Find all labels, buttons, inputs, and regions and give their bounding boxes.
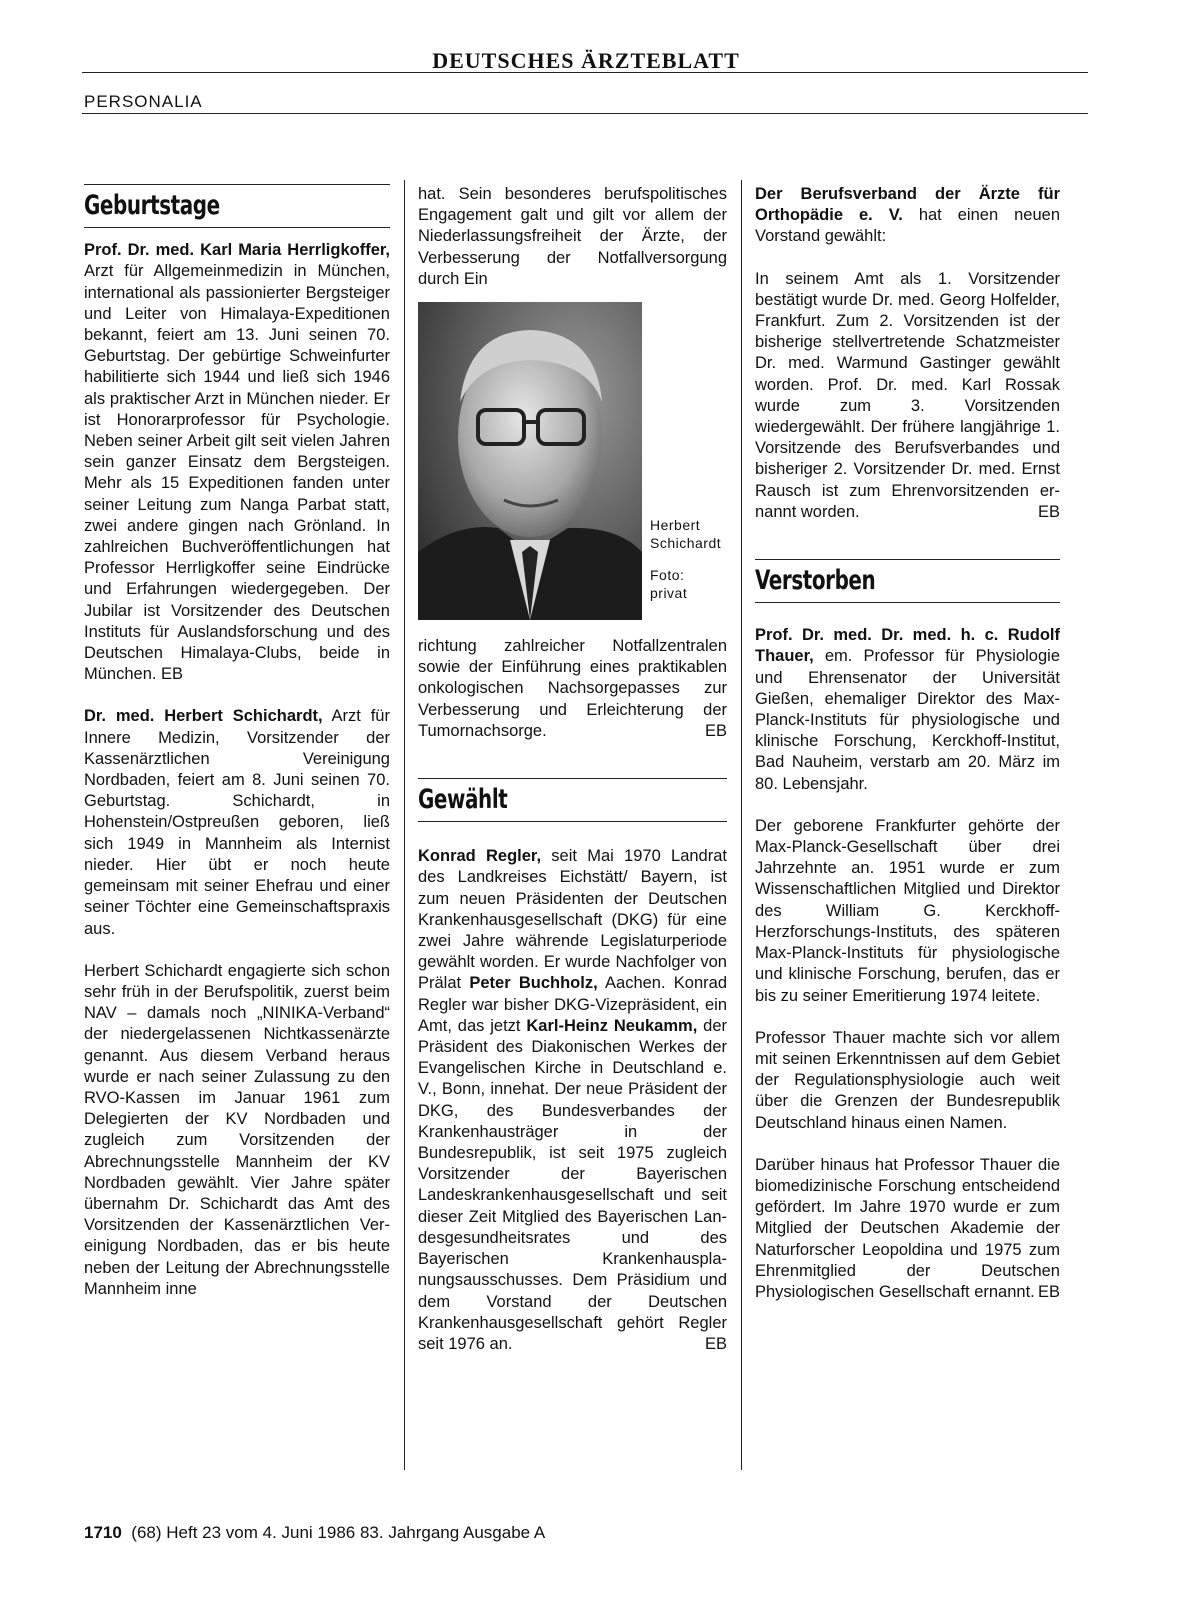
photo-block xyxy=(418,302,727,628)
heading-geburtstage xyxy=(84,184,390,228)
article-regler: Konrad Regler, seit Mai 1970 Landrat des Landkreises Eichstätt/ Bayern, ist zum neuen Präsidenten der Deutschen Krankenhausgesellschaft (DKG) für eine zwei Jahre währende Legislaturperiode gewählt worden. Er wurde Nachfolger von Prälat Peter Buchholz, Aachen. Konrad Regler war bisher DKG-Vizepräsident, ein Amt, das jetzt Karl-Heinz Neukamm, der Präsident des Diakonischen Werkes der Evangelischen Kirche in Deutschland e. V., Bonn, innehat. Der neue Präsident der DKG, des Bundesverbandes der Krankenhausträger in der Bundesrepublik, ist seit 1975 zugleich Vorsitzender der Bayerischen Landeskrankenhausgesellschaft und seit dieser Zeit Mitglied des Bayerischen Landesgesundheitsrates und des Bayerischen Krankenhausplanungsausschusses. Dem Präsidium und dem Vorstand der Deutschen Krankenhausgesellschaft gehört Regler seit 1976 an. EB xyxy=(418,846,727,1355)
organization-name: Der Berufsverband der Ärzte für Orthopädie e. V. xyxy=(755,185,1060,225)
signature: EB xyxy=(704,721,727,740)
article-herrligkoffer xyxy=(84,240,390,685)
section-rule xyxy=(82,113,1088,114)
section-heading: Verstorben xyxy=(755,565,876,597)
person-name: Peter Buchholz, xyxy=(469,974,598,993)
paragraph-schichardt-end: richtung zahlreicher Notfallzentralen sowie der Einführung eines praktikablen onkologischen Nachsorgepasses zur Verbesserung und Erleichterung der Tumornachsorge. EB xyxy=(418,636,727,742)
column-3 xyxy=(755,184,1060,1303)
paragraph-text: Arzt für Innere Medizin, Vorsitzender der Kassenärztlichen Vereinigung Nordbaden, feiert am 8. Juni seinen 70. Geburtstag. Schichardt, in Hohenstein/Ostpreußen geboren, ließ sich 1949 in Mannheim als Internist nieder. Hier übt er noch heute gemeinsam mit seiner Ehefrau und einer seiner Töchter eine Gemeinschaftspraxis aus. xyxy=(84,707,390,938)
paragraph-vorstand: In seinem Amt als 1. Vorsitzender bestätigt wurde Dr. med. Georg Holfelder, Frankfurt. Zum 2. Vorsitzenden ist der bisherige stellvertretende Schatzmeister Dr. med. Warmund Gastinger gewählt worden. Prof. Dr. med. Karl Rossak wurde zum 3. Vorsitzenden wiedergewählt. Der frühere langjährige 1. Vorsitzende des Berufsverbandes und bisheriger 2. Vorsitzender Dr. med. Ernst Rausch ist zum Ehrenvorsitzenden ernannt worden. EB xyxy=(755,269,1060,523)
page-number: 1710 xyxy=(84,1523,122,1542)
heading-gewaehlt xyxy=(418,778,727,822)
page-footer xyxy=(84,1523,545,1543)
masthead-rule xyxy=(82,72,1088,73)
person-name: Prof. Dr. med. Karl Maria Herrligkoffer, xyxy=(84,241,390,260)
section-heading: Gewählt xyxy=(418,784,508,816)
article-thauer: Prof. Dr. med. Dr. med. h. c. Rudolf Thauer, em. Professor für Physiologie und Ehrensenator der Universität Gießen, ehemaliger Direktor des Max-Planck-Instituts für physiologische und klinische Forschung, Kerckhoff-Institut, Bad Nauheim, verstarb am 20. März im 80. Lebensjahr. xyxy=(755,626,1060,793)
article-schichardt xyxy=(84,706,390,939)
paragraph-schichardt-career: Herbert Schichardt engagierte sich schon sehr früh in der Berufspolitik, zuerst beim NAV – damals noch „NINIKA-Verband“ der niedergelassenen Nichtkassenärzte genannt. Aus diesem Verband heraus wurde er nach seiner Zulassung zu den RVO-Kassen im Januar 1961 zum Delegierten der KV Nordbaden und zugleich zum Vorsitzenden der Abrechnungsstelle Mannheim der KV Nordbaden gewählt. Vier Jahre später übernahm Dr. Schichardt das Amt des Vorsitzenden der Kassenärztlichen Vereinigung Nordbaden, das er bis heute neben der Leitung der Abrechnungsstelle Mannheim inne xyxy=(84,961,390,1298)
paragraph-continued: hat. Sein besonderes berufspolitisches Engagement galt und gilt vor allem der Niederlassungsfreiheit der Ärzte, der Verbesserung der Notfallversorgung durch Ein xyxy=(418,185,727,288)
column-divider-1 xyxy=(404,180,405,1470)
person-name: Konrad Regler, xyxy=(418,847,542,866)
paragraph-thauer-career: Der geborene Frankfurter gehörte der Max-Planck-Gesellschaft über drei Jahrzehnte an. 1951 wurde er zum Wissenschaftlichen Mitglied und Direktor des William G. Kerckhoff-Herzforschungs-Instituts, des späteren Max-Planck-Instituts für physiologische und klinische Forschung, berufen, das er bis zu seiner Emeritierung 1974 leitete. xyxy=(755,816,1060,1005)
signature: EB xyxy=(1037,1282,1060,1301)
column-2 xyxy=(418,184,727,1355)
section-label: PERSONALIA xyxy=(84,92,203,111)
column-divider-2 xyxy=(741,180,742,1470)
paragraph-text: Arzt für Allgemeinmedizin in München, international als passionierter Bergsteiger und Leiter von Himalaya-Expeditionen bekannt, feiert am 13. Juni seinen 70. Geburtstag. Der gebürtige Schweinfurter habilitierte sich 1944 und ließ sich 1946 als praktischer Arzt in München nieder. Er ist Honorarprofessor für Psychologie. Neben seiner Arbeit gilt seit vielen Jahren sein ganzer Einsatz dem Bergsteigen. Mehr als 15 Expeditionen fanden unter seiner Leitung zum Nanga Parbat statt, zwei andere gingen nach Grönland. In zahlreichen Buchveröffentlichungen hat Professor Herrligkoffer seine Eindrücke und Erfahrungen wiedergegeben. Der Jubilar ist Vorsitzender des Deutschen Instituts für Auslandsforschung und des Deutschen Himalaya-Clubs, beide in München. EB xyxy=(84,262,390,684)
person-name: Karl-Heinz Neukamm, xyxy=(526,1016,698,1035)
person-name: Dr. med. Herbert Schichardt, xyxy=(84,707,323,726)
article-orthopaedie: Der Berufsverband der Ärzte für Orthopädie e. V. hat einen neuen Vorstand gewählt: xyxy=(755,185,1060,246)
paragraph-thauer-research: Professor Thauer machte sich vor allem mit seinen Erkenntnissen auf dem Gebiet der Regulationsphysiologie auch weit über die Grenzen der Bundesrepublik Deutschland hinaus einen Namen. xyxy=(755,1028,1060,1132)
column-1 xyxy=(84,184,390,1300)
section-heading: Geburtstage xyxy=(84,190,220,221)
photo-caption: Herbert Schichardt Foto: privat xyxy=(650,517,722,602)
portrait-photo xyxy=(418,302,642,620)
signature: EB xyxy=(1037,502,1060,521)
person-name: Prof. Dr. med. Dr. med. h. c. Rudolf Thauer, xyxy=(755,626,1060,666)
issue-info: (68) Heft 23 vom 4. Juni 1986 83. Jahrgang Ausgabe A xyxy=(131,1523,546,1542)
signature: EB xyxy=(704,1334,727,1353)
paragraph-thauer-honors: Darüber hinaus hat Professor Thauer die biomedizinische Forschung entscheidend gefördert. Im Jahre 1970 wurde er zum Mitglied der Deutschen Akademie der Naturforscher Leopoldina und 1975 zum Ehrenmitglied der Deutschen Physiologischen Gesellschaft ernannt. EB xyxy=(755,1155,1060,1303)
journal-masthead: DEUTSCHES ÄRZTEBLATT xyxy=(432,48,740,73)
heading-verstorben xyxy=(755,559,1060,603)
